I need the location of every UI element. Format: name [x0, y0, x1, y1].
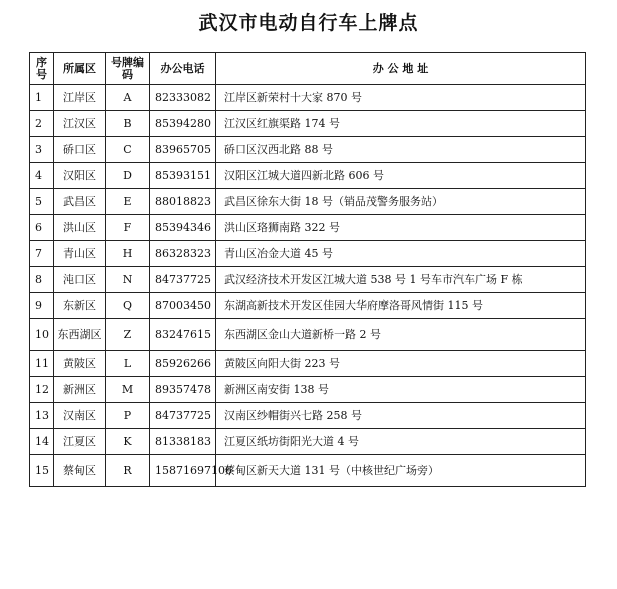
table-row	[30, 111, 586, 137]
cell-address: 东西湖区金山大道新桥一路 2 号	[216, 319, 586, 351]
cell-district: 汉阳区	[54, 163, 106, 189]
cell-phone: 84737725	[150, 403, 216, 429]
header-address: 办 公 地 址	[216, 53, 586, 85]
cell-district: 江汉区	[54, 111, 106, 137]
registration-points-table	[29, 52, 586, 487]
cell-plate-code: K	[106, 429, 150, 455]
table-row	[30, 319, 586, 351]
cell-seq: 11	[30, 351, 54, 377]
cell-plate-code: P	[106, 403, 150, 429]
table-row	[30, 215, 586, 241]
cell-phone: 82333082	[150, 85, 216, 111]
cell-plate-code: D	[106, 163, 150, 189]
cell-seq: 9	[30, 293, 54, 319]
table-row	[30, 377, 586, 403]
cell-phone: 89357478	[150, 377, 216, 403]
cell-district: 洪山区	[54, 215, 106, 241]
cell-district: 汉南区	[54, 403, 106, 429]
cell-district: 青山区	[54, 241, 106, 267]
table-row	[30, 267, 586, 293]
cell-address: 硚口区汉西北路 88 号	[216, 137, 586, 163]
cell-district: 江岸区	[54, 85, 106, 111]
cell-seq: 1	[30, 85, 54, 111]
table-header-row	[30, 53, 586, 85]
table-row	[30, 85, 586, 111]
cell-phone: 83965705	[150, 137, 216, 163]
cell-plate-code: Z	[106, 319, 150, 351]
cell-plate-code: H	[106, 241, 150, 267]
cell-seq: 8	[30, 267, 54, 293]
cell-address: 黄陂区向阳大街 223 号	[216, 351, 586, 377]
cell-phone: 87003450	[150, 293, 216, 319]
cell-address: 洪山区珞狮南路 322 号	[216, 215, 586, 241]
table-row	[30, 137, 586, 163]
cell-phone: 85393151	[150, 163, 216, 189]
cell-district: 黄陂区	[54, 351, 106, 377]
table-row	[30, 455, 586, 487]
cell-phone: 86328323	[150, 241, 216, 267]
cell-address: 新洲区南安街 138 号	[216, 377, 586, 403]
header-district: 所属区	[54, 53, 106, 85]
cell-phone: 81338183	[150, 429, 216, 455]
cell-seq: 2	[30, 111, 54, 137]
cell-address: 汉南区纱帽街兴七路 258 号	[216, 403, 586, 429]
cell-phone: 85394280	[150, 111, 216, 137]
cell-phone: 15871697106	[150, 455, 216, 487]
cell-seq: 10	[30, 319, 54, 351]
cell-address: 江汉区红旗渠路 174 号	[216, 111, 586, 137]
cell-seq: 15	[30, 455, 54, 487]
cell-address: 蔡甸区新天大道 131 号（中核世纪广场旁）	[216, 455, 586, 487]
cell-seq: 12	[30, 377, 54, 403]
cell-seq: 7	[30, 241, 54, 267]
cell-district: 新洲区	[54, 377, 106, 403]
table-row	[30, 189, 586, 215]
cell-phone: 85394346	[150, 215, 216, 241]
cell-plate-code: B	[106, 111, 150, 137]
cell-phone: 84737725	[150, 267, 216, 293]
cell-plate-code: Q	[106, 293, 150, 319]
table-row	[30, 163, 586, 189]
cell-plate-code: A	[106, 85, 150, 111]
cell-phone: 83247615	[150, 319, 216, 351]
cell-district: 蔡甸区	[54, 455, 106, 487]
cell-seq: 3	[30, 137, 54, 163]
table-row	[30, 403, 586, 429]
cell-seq: 4	[30, 163, 54, 189]
cell-seq: 14	[30, 429, 54, 455]
cell-district: 武昌区	[54, 189, 106, 215]
cell-plate-code: R	[106, 455, 150, 487]
cell-district: 东新区	[54, 293, 106, 319]
cell-address: 江岸区新荣村十大家 870 号	[216, 85, 586, 111]
page-title: 武汉市电动自行车上牌点	[198, 12, 419, 34]
table-row	[30, 351, 586, 377]
cell-address: 江夏区纸坊街阳光大道 4 号	[216, 429, 586, 455]
cell-seq: 5	[30, 189, 54, 215]
header-phone: 办公电话	[150, 53, 216, 85]
cell-district: 硚口区	[54, 137, 106, 163]
cell-phone: 88018823	[150, 189, 216, 215]
cell-district: 江夏区	[54, 429, 106, 455]
cell-seq: 13	[30, 403, 54, 429]
header-plate-code: 号牌编码	[106, 53, 150, 85]
cell-address: 汉阳区江城大道四新北路 606 号	[216, 163, 586, 189]
table-row	[30, 293, 586, 319]
cell-address: 东湖高新技术开发区佳园大华府摩洛哥风情街 115 号	[216, 293, 586, 319]
cell-district: 沌口区	[54, 267, 106, 293]
cell-plate-code: E	[106, 189, 150, 215]
cell-plate-code: N	[106, 267, 150, 293]
cell-plate-code: C	[106, 137, 150, 163]
header-seq: 序号	[30, 53, 54, 85]
cell-plate-code: F	[106, 215, 150, 241]
cell-plate-code: L	[106, 351, 150, 377]
cell-phone: 85926266	[150, 351, 216, 377]
table-row	[30, 429, 586, 455]
cell-plate-code: M	[106, 377, 150, 403]
cell-address: 武汉经济技术开发区江城大道 538 号 1 号车市汽车广场 F 栋	[216, 267, 586, 293]
cell-address: 武昌区徐东大街 18 号（销品茂警务服务站）	[216, 189, 586, 215]
cell-address: 青山区冶金大道 45 号	[216, 241, 586, 267]
cell-district: 东西湖区	[54, 319, 106, 351]
table-row	[30, 241, 586, 267]
cell-seq: 6	[30, 215, 54, 241]
